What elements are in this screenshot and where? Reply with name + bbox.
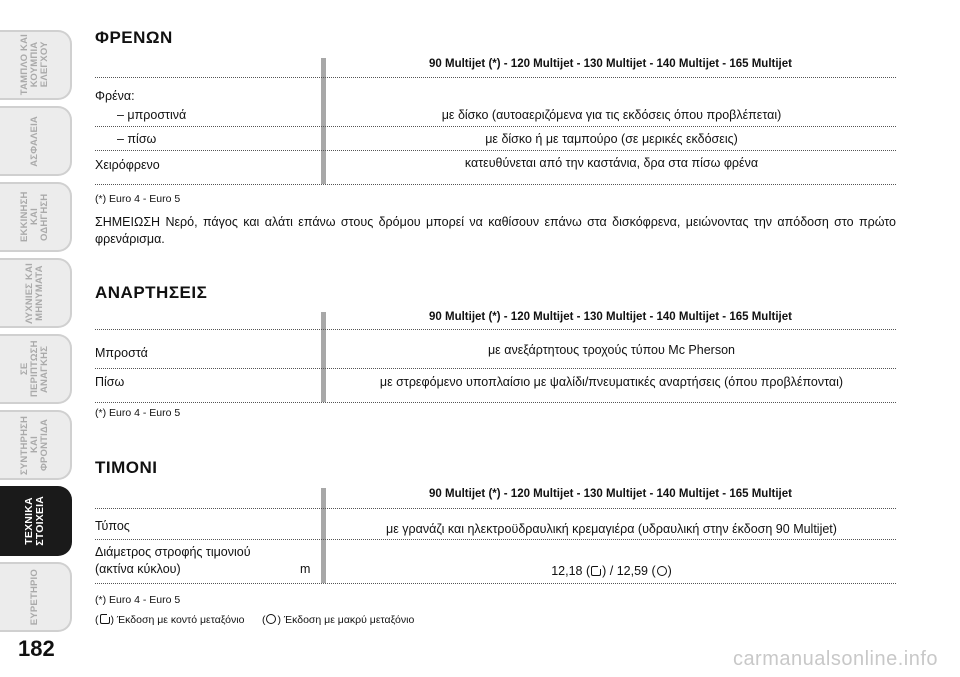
row-rule bbox=[95, 184, 896, 185]
row-rule bbox=[95, 126, 896, 127]
tab-starting-driving[interactable]: ΕΚΚΙΝΗΣΗ ΚΑΙ ΟΔΗΓΗΣΗ bbox=[0, 182, 72, 252]
short-wheelbase-icon bbox=[591, 566, 601, 576]
tab-maintenance[interactable]: ΣΥΝΤΗΡΗΣΗ ΚΑΙ ΦΡΟΝΤΙΔΑ bbox=[0, 410, 72, 480]
tab-technical-data[interactable]: ΤΕΧΝΙΚΑ ΣΤΟΙΧΕΙΑ bbox=[0, 486, 72, 556]
brakes-front-label: – μπροστινά bbox=[117, 108, 187, 122]
row-rule bbox=[95, 368, 896, 369]
suspension-header-rule bbox=[95, 329, 896, 330]
value-long-wheelbase: 12,59 bbox=[616, 564, 648, 578]
brakes-table-header: 90 Multijet (*) - 120 Multijet - 130 Multijet - 140 Multijet - 165 Multijet bbox=[429, 58, 792, 70]
tab-emergency[interactable]: ΣΕ ΠΕΡΙΠΤΩΣΗ ΑΝΑΓΚΗΣ bbox=[0, 334, 72, 404]
watermark: carmanualsonline.info bbox=[732, 648, 938, 670]
steering-type-label: Τύπος bbox=[95, 519, 130, 533]
page-number: 182 bbox=[18, 636, 55, 661]
tab-dashboard-controls[interactable]: ΤΑΜΠΛΟ ΚΑΙ ΚΟΥΜΠΙΑ ΕΛΕΓΧΟΥ bbox=[0, 30, 72, 100]
turning-diameter-unit: m bbox=[300, 562, 311, 576]
suspension-front-value: με ανεξάρτητους τροχούς τύπου Mc Pherson bbox=[487, 343, 735, 357]
row-rule bbox=[95, 583, 896, 584]
suspension-footnote: (*) Euro 4 - Euro 5 bbox=[95, 407, 181, 419]
row-rule bbox=[95, 402, 896, 403]
turning-diameter-row bbox=[95, 545, 896, 581]
turning-diameter-value: 12,18 ( ) / 12,59 ( ) bbox=[551, 564, 672, 578]
tab-warning-lights[interactable]: ΛΥΧΝΙΕΣ ΚΑΙ ΜΗΝΥΜΑΤΑ bbox=[0, 258, 72, 328]
brakes-rear-value: με δίσκο ή με ταμπούρο (σε μερικές εκδόσεις) bbox=[485, 132, 738, 146]
suspension-table-divider bbox=[321, 312, 326, 402]
steering-type-value: με γρανάζι και ηλεκτροϋδραυλική κρεμαγιέρα (υδραυλική στην έκδοση 90 Multijet) bbox=[386, 522, 837, 536]
brakes-footnote: (*) Euro 4 - Euro 5 bbox=[95, 193, 181, 205]
short-wheelbase-icon bbox=[100, 614, 110, 624]
suspension-section bbox=[95, 283, 896, 423]
row-rule bbox=[95, 150, 896, 151]
legend-short: Έκδοση με κοντό μεταξόνιο bbox=[116, 614, 245, 626]
handbrake-value: κατευθύνεται από την καστάνια, δρα στα πίσω φρένα bbox=[464, 156, 759, 170]
tab-index[interactable]: ΕΥΡΕΤΗΡΙΟ bbox=[0, 562, 72, 632]
brakes-label: Φρένα: bbox=[95, 89, 135, 103]
steering-header-rule bbox=[95, 508, 896, 509]
turning-diameter-sublabel: (ακτίνα κύκλου) bbox=[95, 562, 181, 576]
tab-safety[interactable]: ΑΣΦΑΛΕΙΑ bbox=[0, 106, 72, 176]
suspension-front-label: Μπροστά bbox=[95, 346, 148, 360]
turning-diameter-label: Διάμετρος στροφής τιμονιού bbox=[95, 545, 251, 559]
steering-table-header: 90 Multijet (*) - 120 Multijet - 130 Multijet - 140 Multijet - 165 Multijet bbox=[429, 488, 792, 500]
brakes-title: ΦΡΕΝΩΝ bbox=[95, 28, 173, 47]
wheelbase-legend: ( ) Έκδοση με κοντό μεταξόνιο ( ) Έκδοση με μακρύ μεταξόνιο bbox=[95, 614, 415, 626]
brakes-front-value: με δίσκο (αυτοαεριζόμενα για τις εκδόσεις όπου προβλέπεται) bbox=[441, 108, 782, 122]
suspension-title: ΑΝΑΡΤΗΣΕΙΣ bbox=[95, 283, 208, 302]
brakes-remark: ΣΗΜΕΙΩΣΗ Νερό, πάγος και αλάτι επάνω στους δρόμου μπορεί να καθίσουν επάνω στα δισκόφρενα, μειώνοντας την απόδοση στο πρώτο φρενάρισμα. bbox=[95, 215, 896, 246]
legend-long: Έκδοση με μακρύ μεταξόνιο bbox=[283, 614, 415, 626]
long-wheelbase-icon bbox=[266, 614, 276, 624]
steering-footnote: (*) Euro 4 - Euro 5 bbox=[95, 594, 181, 606]
brakes-section bbox=[95, 28, 896, 253]
suspension-table-header: 90 Multijet (*) - 120 Multijet - 130 Multijet - 140 Multijet - 165 Multijet bbox=[429, 311, 792, 323]
value-short-wheelbase: 12,18 bbox=[551, 564, 583, 578]
suspension-rear-value: με στρεφόμενο υποπλαίσιο με ψαλίδι/πνευματικές αναρτήσεις (όπου προβλέπονται) bbox=[379, 375, 844, 389]
long-wheelbase-icon bbox=[657, 566, 667, 576]
handbrake-label: Χειρόφρενο bbox=[95, 158, 160, 172]
brakes-header-rule bbox=[95, 77, 896, 78]
steering-section bbox=[95, 458, 896, 628]
suspension-rear-label: Πίσω bbox=[95, 375, 125, 389]
row-rule bbox=[95, 539, 896, 540]
steering-title: ΤΙΜΟΝΙ bbox=[95, 458, 158, 477]
brakes-rear-label: – πίσω bbox=[117, 132, 157, 146]
